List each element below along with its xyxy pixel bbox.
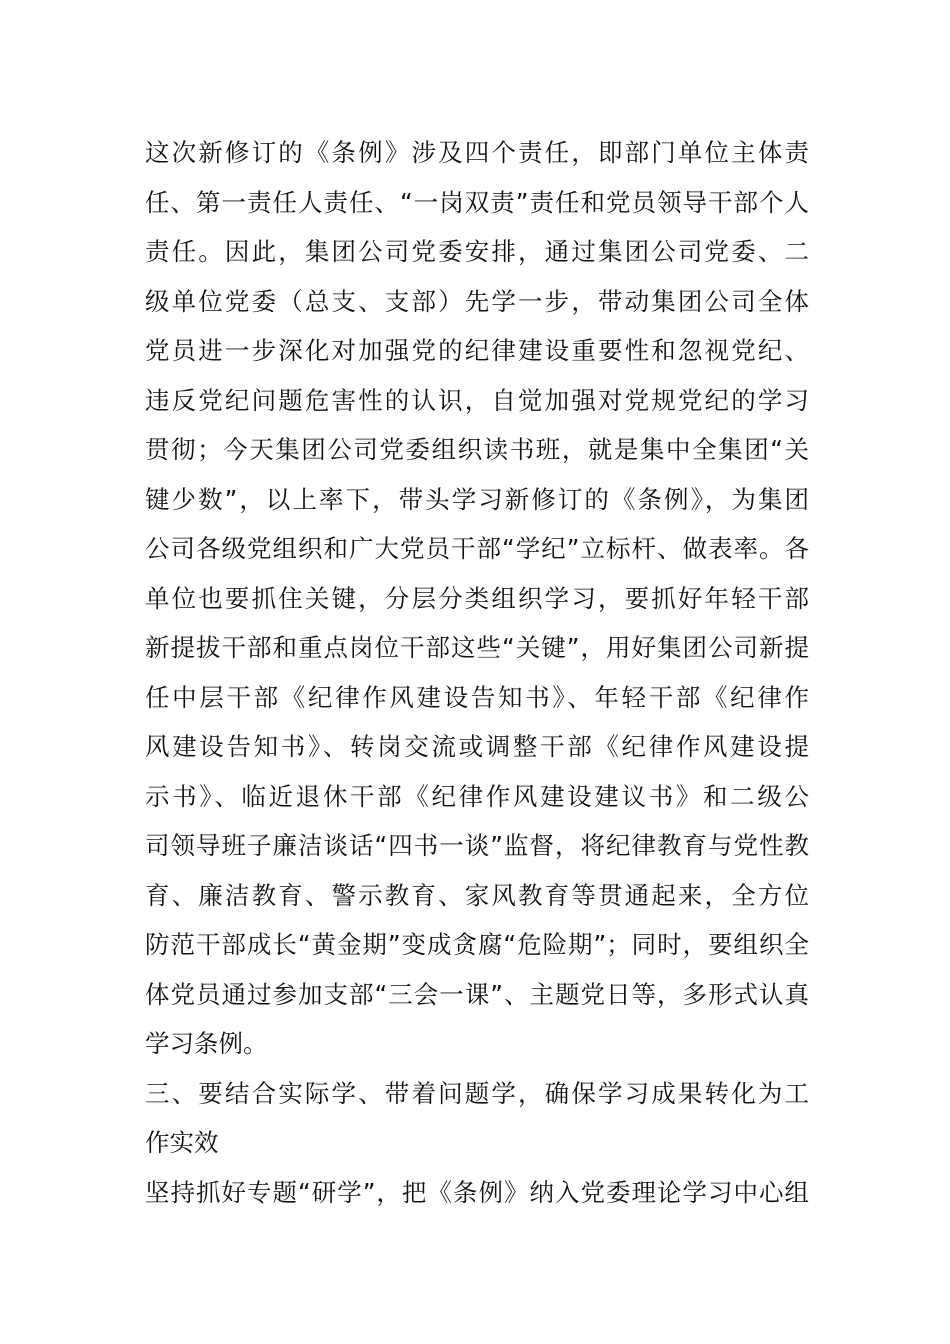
text-line: 这次新修订的《条例》涉及四个责任，即部门单位主体责 bbox=[145, 138, 809, 167]
document-body bbox=[145, 128, 809, 1217]
text-line: 新提拔干部和重点岗位干部这些“关键”，用好集团公司新提 bbox=[145, 633, 809, 662]
text-line: 司领导班子廉洁谈话“四书一谈”监督，将纪律教育与党性教 bbox=[145, 831, 809, 860]
text-line: 任中层干部《纪律作风建设告知书》、年轻干部《纪律作 bbox=[145, 682, 809, 712]
section-heading: 三、要结合实际学、带着问题学，确保学习成果转化为工 bbox=[145, 1078, 809, 1108]
text-line: 学习条例。 bbox=[145, 1029, 268, 1058]
text-line: 任、第一责任人责任、“一岗双责”责任和党员领导干部个人 bbox=[145, 187, 809, 217]
section-heading-continuation: 作实效 bbox=[145, 1128, 219, 1157]
text-line: 公司各级党组织和广大党员干部“学纪”立标杆、做表率。各 bbox=[145, 534, 809, 563]
text-line: 级单位党委（总支、支部）先学一步，带动集团公司全体 bbox=[145, 286, 809, 316]
text-line: 防范干部成长“黄金期”变成贪腐“危险期”；同时，要组织全 bbox=[145, 930, 809, 959]
text-line: 示书》、临近退休干部《纪律作风建设建议书》和二级公 bbox=[145, 781, 809, 811]
text-line: 育、廉洁教育、警示教育、家风教育等贯通起来，全方位 bbox=[145, 880, 809, 910]
text-line: 违反党纪问题危害性的认识，自觉加强对党规党纪的学习 bbox=[145, 385, 809, 415]
text-line: 体党员通过参加支部“三会一课”、主题党日等，多形式认真 bbox=[145, 979, 809, 1009]
text-line: 党员进一步深化对加强党的纪律建设重要性和忽视党纪、 bbox=[145, 336, 809, 365]
text-line: 键少数”，以上率下，带头学习新修订的《条例》，为集团 bbox=[145, 484, 809, 514]
text-line: 贯彻；今天集团公司党委组织读书班，就是集中全集团“关 bbox=[145, 435, 809, 464]
text-line: 单位也要抓住关键，分层分类组织学习，要抓好年轻干部 bbox=[145, 583, 809, 613]
text-line: 坚持抓好专题“研学”，把《条例》纳入党委理论学习中心组 bbox=[145, 1177, 809, 1207]
text-line: 风建设告知书》、转岗交流或调整干部《纪律作风建设提 bbox=[145, 732, 809, 761]
text-line: 责任。因此，集团公司党委安排，通过集团公司党委、二 bbox=[145, 237, 809, 266]
